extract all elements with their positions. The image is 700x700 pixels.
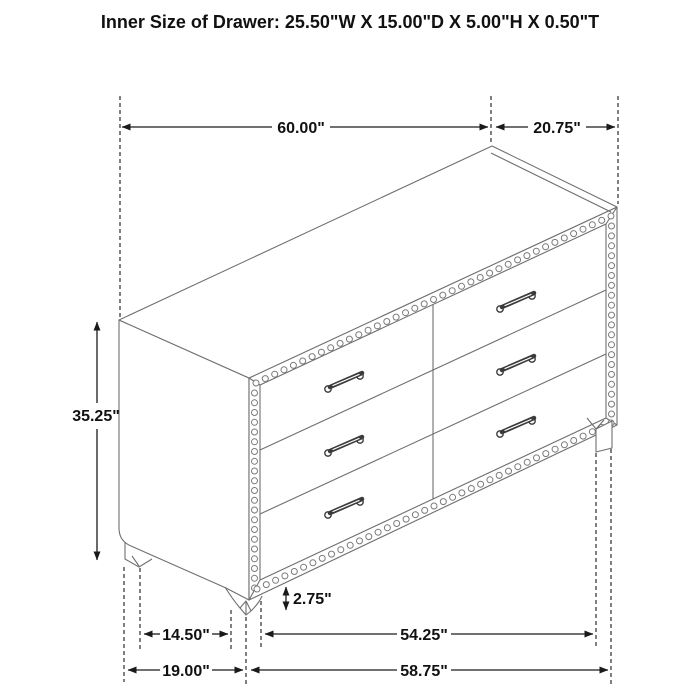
nailhead-stud [252, 400, 258, 406]
dimension-base-width-label: 58.75" [400, 663, 448, 680]
nailhead-stud [252, 556, 258, 562]
nailhead-stud [450, 494, 456, 500]
nailhead-stud [609, 391, 615, 397]
nailhead-stud [487, 270, 493, 276]
nailhead-stud [534, 455, 540, 461]
nailhead-stud [459, 490, 465, 496]
nailhead-stud [375, 529, 381, 535]
nailhead-stud [328, 345, 334, 351]
nailhead-stud [543, 244, 549, 250]
nailhead-stud [609, 362, 615, 368]
nailhead-stud [252, 478, 258, 484]
nailhead-stud [608, 213, 614, 219]
nailhead-stud [609, 411, 615, 417]
nailhead-stud [393, 314, 399, 320]
nailhead-stud [291, 569, 297, 575]
dimension-top-depth-label: 20.75" [533, 120, 581, 137]
nailhead-stud [273, 577, 279, 583]
nailhead-stud [609, 322, 615, 328]
nailhead-stud [468, 279, 474, 285]
nailhead-stud [347, 542, 353, 548]
nailhead-stud [366, 534, 372, 540]
nailhead-stud [609, 282, 615, 288]
dimension-leg-height-label: 2.75" [293, 591, 332, 608]
dimension-overall-height-label: 35.25" [72, 408, 120, 425]
nailhead-stud [609, 292, 615, 298]
nailhead-stud [580, 433, 586, 439]
nailhead-stud [431, 297, 437, 303]
nailhead-stud [374, 323, 380, 329]
nailhead-stud [337, 340, 343, 346]
nailhead-stud [319, 555, 325, 561]
nailhead-stud [252, 517, 258, 523]
nailhead-stud [459, 283, 465, 289]
nailhead-stud [571, 231, 577, 237]
nailhead-stud [252, 449, 258, 455]
nailhead-stud [252, 546, 258, 552]
nailhead-stud [506, 468, 512, 474]
nailhead-stud [290, 362, 296, 368]
nailhead-stud [318, 349, 324, 355]
nailhead-stud [496, 472, 502, 478]
nailhead-stud [252, 575, 258, 581]
nailhead-stud [487, 477, 493, 483]
dimension-overall-height [72, 322, 120, 560]
nailhead-stud [524, 459, 530, 465]
nailhead-stud [252, 390, 258, 396]
nailhead-stud [609, 273, 615, 279]
nailhead-stud [346, 336, 352, 342]
nailhead-stud [252, 566, 258, 572]
nailhead-stud [412, 512, 418, 518]
nailhead-stud [421, 301, 427, 307]
nailhead-stud [310, 560, 316, 566]
nailhead-stud [515, 257, 521, 263]
nailhead-stud [589, 222, 595, 228]
nailhead-stud [403, 516, 409, 522]
dimension-base-depth [128, 663, 243, 680]
nailhead-stud [253, 380, 259, 386]
nailhead-stud [252, 468, 258, 474]
nailhead-stud [252, 527, 258, 533]
nailhead-stud [252, 410, 258, 416]
nailhead-stud [533, 248, 539, 254]
nailhead-stud [365, 327, 371, 333]
dimension-base-leg-span-front-label: 54.25" [400, 627, 448, 644]
nailhead-stud [329, 551, 335, 557]
nailhead-stud [609, 401, 615, 407]
nailhead-stud [609, 263, 615, 269]
dimension-top-width [122, 120, 488, 137]
nailhead-stud [571, 438, 577, 444]
dimension-base-leg-span-front [265, 627, 593, 644]
dimension-base-leg-span-side-label: 14.50" [162, 627, 210, 644]
nailhead-stud [254, 586, 260, 592]
nailhead-stud [589, 429, 595, 435]
nailhead-stud [281, 367, 287, 373]
nailhead-stud [515, 464, 521, 470]
nailhead-stud [262, 376, 268, 382]
nailhead-stud [431, 503, 437, 509]
nailhead-stud [252, 458, 258, 464]
nailhead-stud [252, 488, 258, 494]
nailhead-stud [543, 451, 549, 457]
nailhead-stud [561, 442, 567, 448]
figure-title: Inner Size of Drawer: 25.50"W X 15.00"D X 5.00"H X 0.50"T [100, 12, 600, 32]
nailhead-stud [468, 486, 474, 492]
nailhead-stud [552, 239, 558, 245]
nailhead-stud [422, 507, 428, 513]
nailhead-stud [384, 319, 390, 325]
nailhead-stud [609, 342, 615, 348]
nailhead-stud [252, 497, 258, 503]
nailhead-stud [263, 582, 269, 588]
dimension-top-depth [496, 120, 615, 137]
nailhead-stud [599, 217, 605, 223]
nailhead-stud [309, 354, 315, 360]
nailhead-stud [449, 288, 455, 294]
nailhead-stud [252, 507, 258, 513]
nailhead-stud [609, 352, 615, 358]
dresser-drawing [119, 146, 617, 615]
nailhead-stud [505, 261, 511, 267]
nailhead-stud [252, 439, 258, 445]
nailhead-stud [300, 358, 306, 364]
nailhead-stud [561, 235, 567, 241]
nailhead-stud [252, 429, 258, 435]
dimension-base-leg-span-side [144, 627, 228, 644]
dimension-base-depth-label: 19.00" [162, 663, 210, 680]
nailhead-stud [394, 521, 400, 527]
nailhead-stud [609, 253, 615, 259]
nailhead-stud [609, 332, 615, 338]
nailhead-stud [524, 253, 530, 259]
nailhead-stud [440, 499, 446, 505]
nailhead-stud [356, 332, 362, 338]
dimension-base-width [251, 663, 608, 680]
nailhead-stud [440, 292, 446, 298]
nailhead-stud [252, 536, 258, 542]
nailhead-stud [282, 573, 288, 579]
nailhead-stud [609, 302, 615, 308]
nailhead-stud [580, 226, 586, 232]
nailhead-stud [609, 243, 615, 249]
dimension-leg-height [286, 587, 332, 610]
nailhead-stud [357, 538, 363, 544]
nailhead-stud [609, 223, 615, 229]
nailhead-stud [412, 305, 418, 311]
nailhead-stud [477, 275, 483, 281]
nailhead-stud [403, 310, 409, 316]
nailhead-stud [272, 371, 278, 377]
nailhead-stud [338, 547, 344, 553]
nailhead-stud [384, 525, 390, 531]
nailhead-stud [478, 481, 484, 487]
nailhead-stud [609, 312, 615, 318]
nailhead-stud [609, 381, 615, 387]
nailhead-stud [609, 371, 615, 377]
nailhead-stud [609, 233, 615, 239]
nailhead-stud [496, 266, 502, 272]
dimension-top-width-label: 60.00" [277, 120, 325, 137]
nailhead-stud [552, 446, 558, 452]
nailhead-stud [301, 564, 307, 570]
nailhead-stud [252, 419, 258, 425]
